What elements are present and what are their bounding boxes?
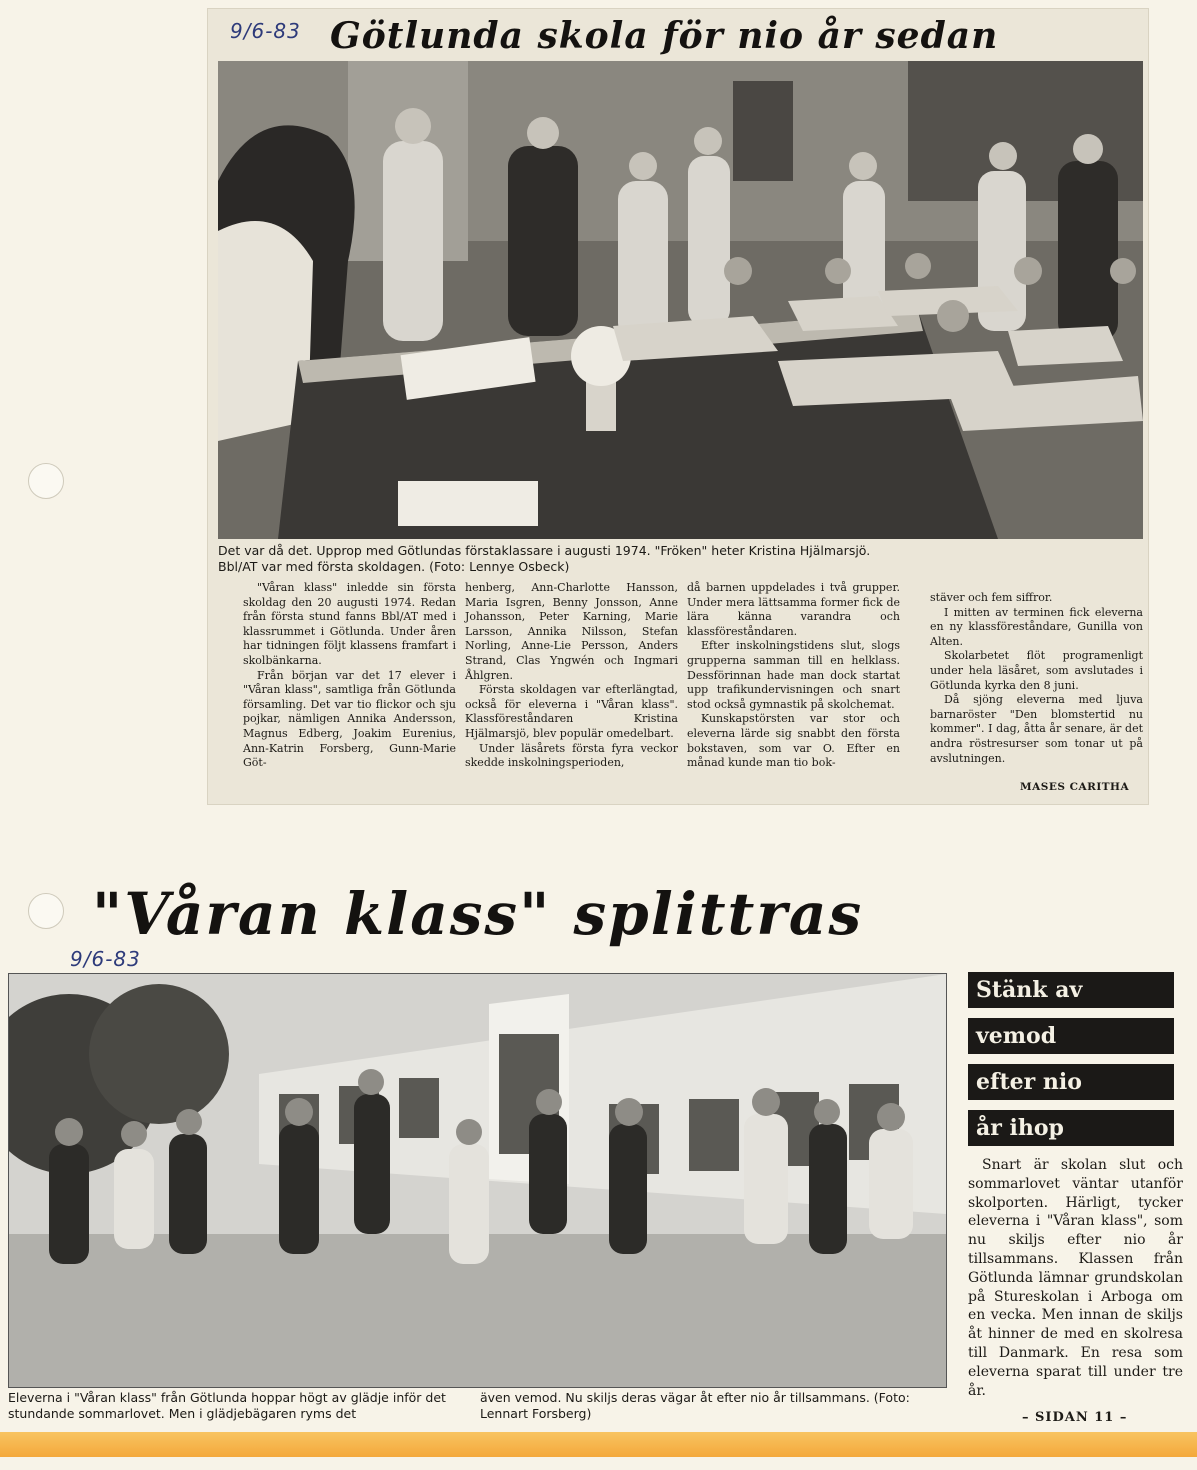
paragraph: I mitten av terminen fick eleverna en ny klassföreståndare, Gunilla von Alten.: [930, 605, 1143, 648]
classroom-photo: [218, 61, 1143, 539]
paragraph: Från början var det 17 elever i "Våran klass", samtliga från Götlunda församling. Det var tio flickor och sju pojkar, nämligen Annika Andersson, Magnus Edberg, Joakim Eurenius, Ann-Katrin Forsberg, Gunn-Marie Göt-: [243, 668, 456, 770]
paragraph: "Våran klass" inledde sin första skoldag den 20 augusti 1974. Redan från första stund fanns Bbl/AT med i klassrummet i Götlunda. Under åren har tidningen följt klassens framfart i skolbänkarna.: [243, 581, 456, 667]
paragraph: Under läsårets första fyra veckor skedde inskolningsperioden,: [465, 741, 678, 770]
headline: Götlunda skola för nio år sedan: [330, 15, 999, 57]
classroom-photo-illustration: [218, 61, 1143, 539]
paragraph: då barnen uppdelades i två grupper. Under mera lättsamma former fick de lära känna varandra och klassföreståndaren.: [687, 581, 900, 638]
paragraph: stäver och fem siffror.: [930, 591, 1053, 604]
paragraph: Snart är skolan slut och sommarlovet väntar utanför skolporten. Härligt, tycker eleverna i "Våran klass", som nu skiljs efter nio år tillsammans. Klassen från Götlunda lämnar grundskolan på Stureskolan i Arboga om en vecka. Men innan de skiljs åt hinner de med en skolresa till Danmark. En resa som eleverna sparat till under tre år.: [968, 1157, 1183, 1399]
byline: MASES CARITHA: [1020, 781, 1130, 793]
paragraph: Efter inskolningstidens slut, slogs grupperna samman till en helklass. Dessförinnan hade man dock startat upp trafikundervisningen och snart stod också gymnastik på skolchemat.: [687, 639, 900, 711]
paragraph: Skolarbetet flöt programenligt under hela läsåret, som avslutades i Götlunda kyrka den 8 juni.: [930, 649, 1143, 692]
sidebar-body: [968, 1156, 1183, 1400]
paragraph: Då sjöng eleverna med ljuva barnaröster "Den blomstertid nu kommer". I dag, åtta år senare, är det andra röstresurser som tonar ut på avslutningen.: [930, 693, 1143, 765]
sidebar-article: [968, 972, 1183, 1400]
article-column-1: [243, 581, 456, 771]
paragraph: henberg, Ann-Charlotte Hansson, Maria Isgren, Benny Jonsson, Anne Johansson, Peter Karning, Marie Larsson, Annika Nilsson, Stefan Norling, Anne-Lie Persson, Anders Strand, Clas Yngwén och Ingmari Åhlgren.: [465, 581, 678, 682]
article-column-3: [687, 581, 900, 771]
paragraph: Första skoldagen var efterlängtad, också för eleverna i "Våran klass". Klassföreståndaren Kristina Hjälmarsjö, blev populär omedelbart.: [465, 683, 678, 740]
schoolyard-photo-illustration: [9, 974, 946, 1387]
punch-hole: [28, 463, 64, 499]
punch-hole: [28, 893, 64, 929]
kicker-line: Stänk av: [968, 972, 1174, 1008]
kicker-line: år ihop: [968, 1110, 1174, 1146]
kicker-line: efter nio: [968, 1064, 1174, 1100]
article-column-2: [465, 581, 678, 771]
photo-caption-right: även vemod. Nu skiljs deras vägar åt efter nio år tillsammans. (Foto: Lennart Forsberg): [480, 1390, 910, 1421]
news-clipping-1: [207, 8, 1149, 805]
kicker-line: vemod: [968, 1018, 1174, 1054]
highlighter-stripe: [0, 1432, 1197, 1457]
schoolyard-photo: [8, 973, 947, 1388]
article-column-4: [930, 591, 1143, 766]
photo-caption: Det var då det. Upprop med Götlundas förstaklassare i augusti 1974. "Fröken" heter Kristina Hjälmarsjö. Bbl/AT var med första skoldagen. (Foto: Lennye Osbeck): [218, 543, 871, 574]
page-reference: – SIDAN 11 –: [1022, 1410, 1128, 1425]
paragraph: Kunskapstörsten var stor och eleverna lärde sig snabbt den första bokstaven, som var O. Efter en månad kunde man tio bok-: [687, 712, 900, 770]
handwritten-date-2: 9/6-83: [70, 947, 141, 971]
photo-caption-left: Eleverna i "Våran klass" från Götlunda hoppar högt av glädje inför det stundande sommarlovet. Men i glädjebägaren ryms det: [8, 1390, 446, 1421]
headline-2: "Våran klass" splittras: [92, 880, 864, 948]
handwritten-date: 9/6-83: [230, 19, 301, 43]
